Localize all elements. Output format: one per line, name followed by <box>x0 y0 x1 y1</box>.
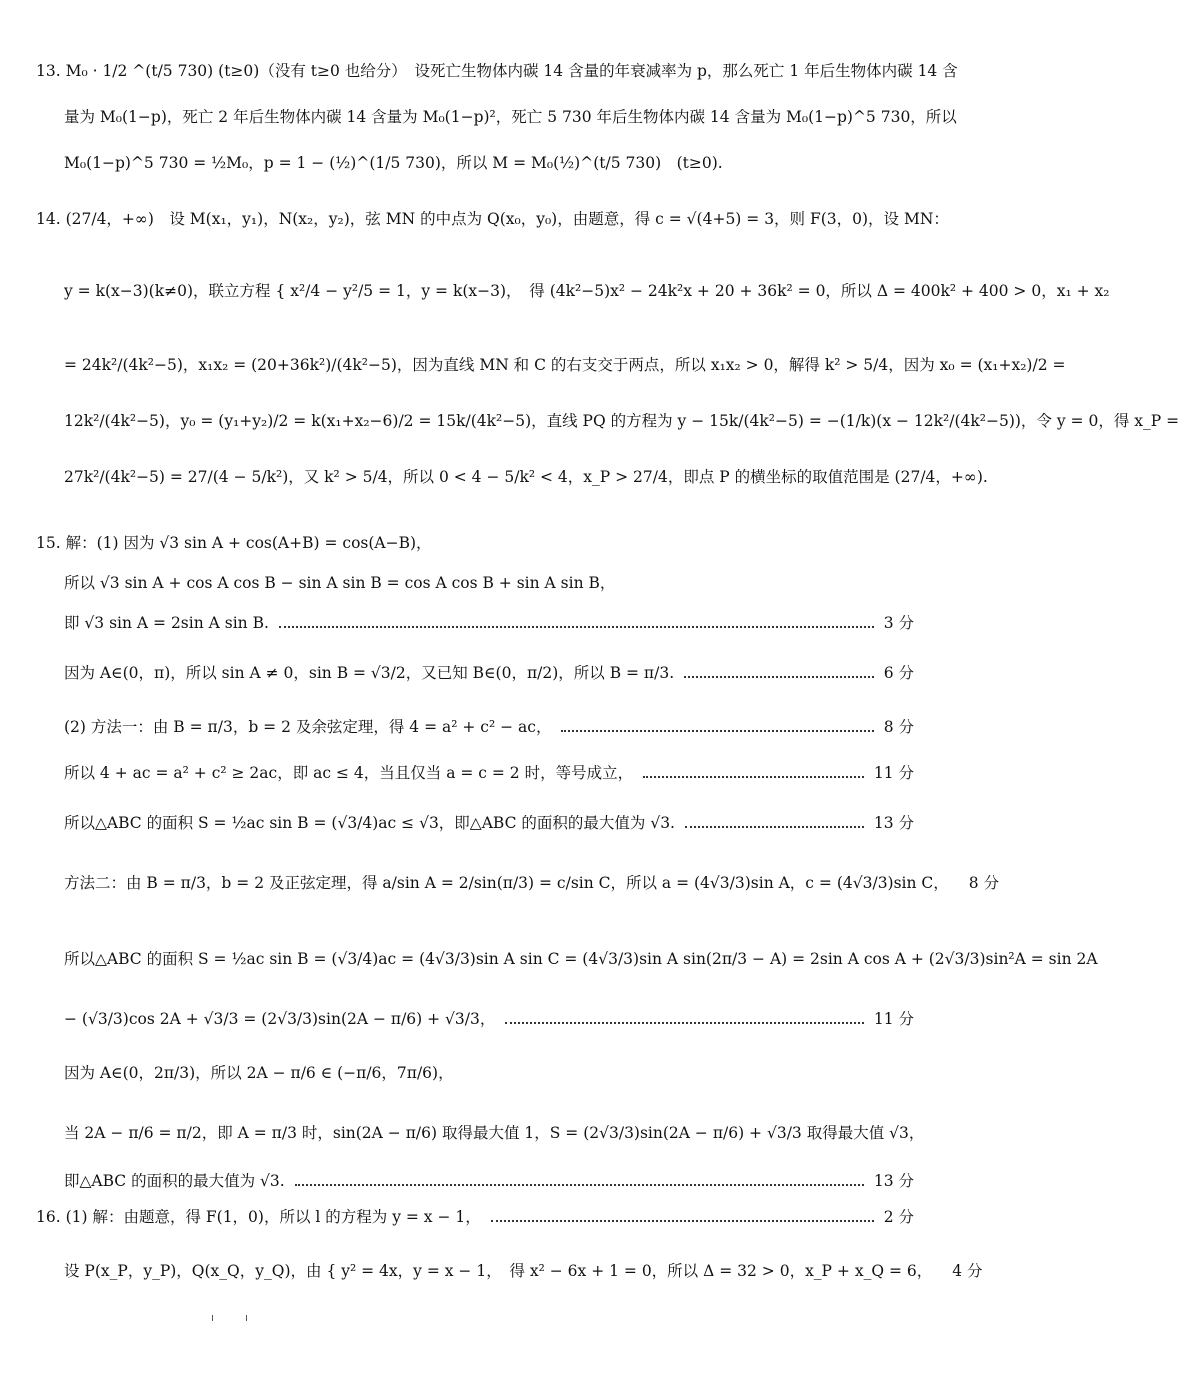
leader-dots <box>685 825 864 828</box>
p14-line1: 14. (27/4，+∞) 设 M(x₁，y₁)，N(x₂，y₂)，弦 MN 的中点为 Q(x₀，y₀)，由题意，得 c = √(4+5) = 3，则 F(3，0)，设 MN： <box>36 210 949 228</box>
leader-dots <box>505 1021 863 1024</box>
p15-line3 <box>64 612 914 634</box>
p15-line7 <box>64 812 914 834</box>
p15-line11: 因为 A∈(0，2π/3)，所以 2A − π/6 ∈ (−π/6，7π/6)， <box>64 1064 454 1082</box>
p14-line2: y = k(x−3)(k≠0)，联立方程 { x²/4 − y²/5 = 1，y = k(x−3)， 得 (4k²−5)x² − 24k²x + 20 + 36k² = 0，所以 Δ = 400k² + 400 > 0，x₁ + x₂ <box>64 282 1110 300</box>
p16-line1 <box>36 1206 914 1228</box>
p15-line3-text: 即 √3 sin A = 2sin A sin B. <box>64 614 269 632</box>
score-label: 11 分 <box>873 764 914 782</box>
score-label: 8 分 <box>883 718 914 736</box>
leader-dots <box>295 1183 864 1186</box>
p15-line7-text: 所以△ABC 的面积 S = ½ac sin B = (√3/4)ac ≤ √3，即△ABC 的面积的最大值为 √3. <box>64 814 675 832</box>
p15-line2: 所以 √3 sin A + cos A cos B − sin A sin B = cos A cos B + sin A sin B， <box>64 574 616 592</box>
leader-dots <box>561 729 873 732</box>
score-label: 13 分 <box>873 814 914 832</box>
scan-mark <box>212 1315 213 1321</box>
p15-line1: 15. 解：(1) 因为 √3 sin A + cos(A+B) = cos(A−B)， <box>36 534 432 552</box>
p15-line6 <box>64 762 914 784</box>
p15-line5-text: (2) 方法一：由 B = π/3，b = 2 及余弦定理，得 4 = a² + c² − ac， <box>64 718 552 736</box>
leader-dots <box>643 775 864 778</box>
score-label: 2 分 <box>883 1208 914 1226</box>
p16-line2-text: 设 P(x_P，y_P)，Q(x_Q，y_Q)，由 { y² = 4x，y = x − 1， 得 x² − 6x + 1 = 0，所以 Δ = 32 > 0，x_P + x_Q = 6， <box>64 1262 933 1280</box>
p15-line4-text: 因为 A∈(0，π)，所以 sin A ≠ 0，sin B = √3/2，又已知 B∈(0，π/2)，所以 B = π/3. <box>64 664 675 682</box>
scan-mark <box>246 1315 247 1321</box>
leader-dots <box>684 675 874 678</box>
p15-line10-text: − (√3/3)cos 2A + √3/3 = (2√3/3)sin(2A − π/6) + √3/3， <box>64 1010 496 1028</box>
p14-line4: 12k²/(4k²−5)，y₀ = (y₁+y₂)/2 = k(x₁+x₂−6)/2 = 15k/(4k²−5)，直线 PQ 的方程为 y − 15k/(4k²−5) = −(1/k)(x − 12k²/(4k²−5))，令 y = 0，得 x_P = <box>64 412 1179 430</box>
score-label: 3 分 <box>883 614 914 632</box>
leader-dots <box>491 1219 874 1222</box>
p15-line4 <box>64 662 914 684</box>
score-label: 6 分 <box>883 664 914 682</box>
p14-line5: 27k²/(4k²−5) = 27/(4 − 5/k²)，又 k² > 5/4，所以 0 < 4 − 5/k² < 4，x_P > 27/4，即点 P 的横坐标的取值范围是 (27/4，+∞). <box>64 468 988 486</box>
p13-line3: M₀(1−p)^5 730 = ½M₀，p = 1 − (½)^(1/5 730)，所以 M = M₀(½)^(t/5 730) (t≥0). <box>64 154 723 172</box>
p15-line8 <box>64 872 1000 894</box>
score-label: 11 分 <box>873 1010 914 1028</box>
score-label: 13 分 <box>873 1172 914 1190</box>
p15-line8-text: 方法二：由 B = π/3，b = 2 及正弦定理，得 a/sin A = 2/sin(π/3) = c/sin C，所以 a = (4√3/3)sin A，c = (4√3/3)sin C， <box>64 874 949 892</box>
p15-line6-text: 所以 4 + ac = a² + c² ≥ 2ac，即 ac ≤ 4，当且仅当 a = c = 2 时，等号成立， <box>64 764 634 782</box>
p15-line9: 所以△ABC 的面积 S = ½ac sin B = (√3/4)ac = (4√3/3)sin A sin C = (4√3/3)sin A sin(2π/3 − A) = 2sin A cos A + (2√3/3)sin²A = sin 2A <box>64 950 1098 968</box>
leader-dots <box>279 625 874 628</box>
p15-line13 <box>64 1170 914 1192</box>
p14-line3: = 24k²/(4k²−5)，x₁x₂ = (20+36k²)/(4k²−5)，因为直线 MN 和 C 的右支交于两点，所以 x₁x₂ > 0，解得 k² > 5/4，因为 x₀ = (x₁+x₂)/2 = <box>64 356 1066 374</box>
p15-line5 <box>64 716 914 738</box>
p15-line12: 当 2A − π/6 = π/2，即 A = π/3 时，sin(2A − π/6) 取得最大值 1，S = (2√3/3)sin(2A − π/6) + √3/3 取得最大值 √3， <box>64 1124 925 1142</box>
p16-line2 <box>64 1260 983 1282</box>
p13-line2: 量为 M₀(1−p)，死亡 2 年后生物体内碳 14 含量为 M₀(1−p)²，死亡 5 730 年后生物体内碳 14 含量为 M₀(1−p)^5 730，所以 <box>64 108 957 126</box>
p16-line1-text: 16. (1) 解：由题意，得 F(1，0)，所以 l 的方程为 y = x − 1， <box>36 1208 481 1226</box>
score-label: 8 分 <box>968 874 1000 892</box>
score-label: 4 分 <box>952 1262 983 1280</box>
p15-line13-text: 即△ABC 的面积的最大值为 √3. <box>64 1172 285 1190</box>
p15-line10 <box>64 1008 914 1030</box>
p13-line1: 13. M₀ · 1/2 ^(t/5 730) (t≥0)（没有 t≥0 也给分） 设死亡生物体内碳 14 含量的年衰减率为 p，那么死亡 1 年后生物体内碳 14 含 <box>36 62 958 80</box>
